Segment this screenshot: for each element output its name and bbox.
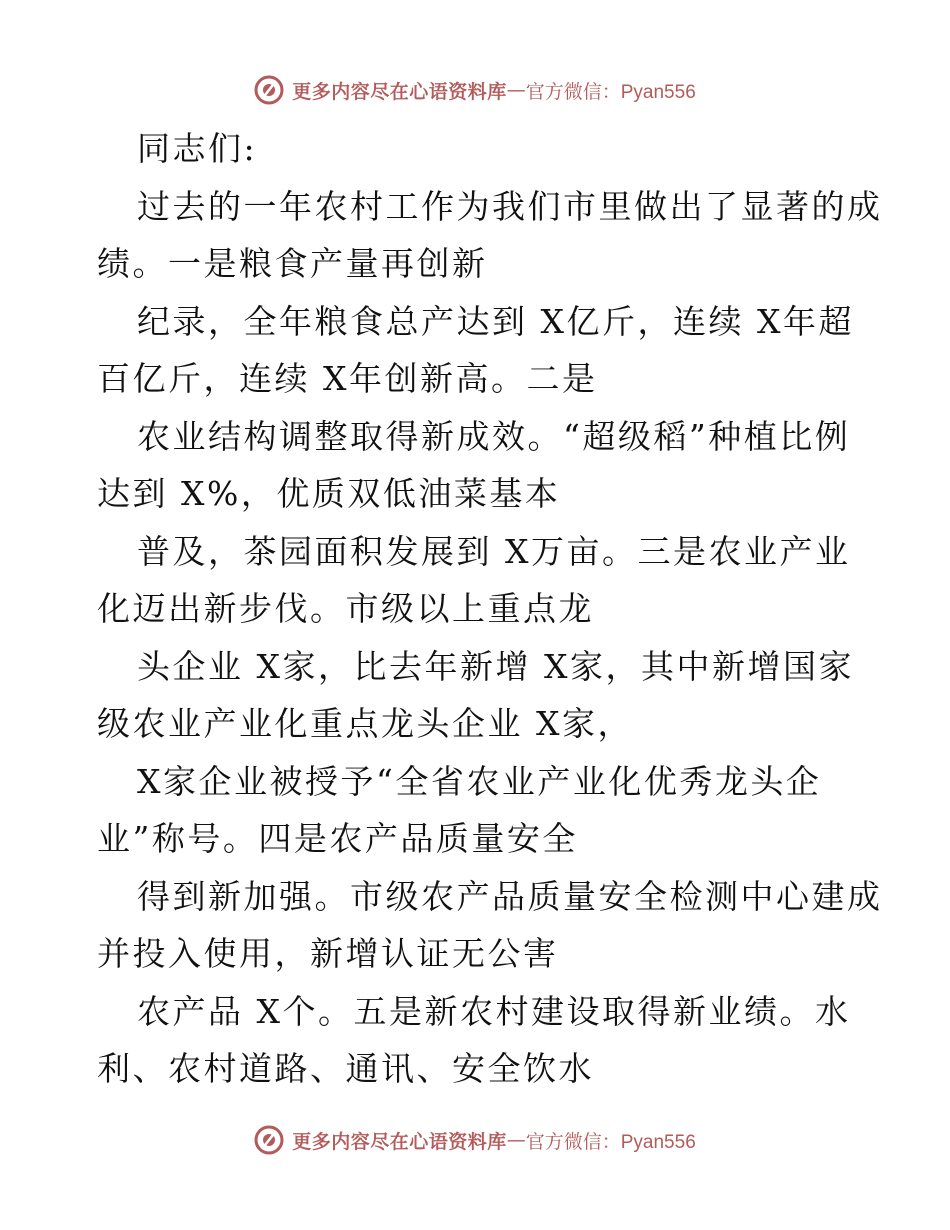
watermark-text: 更多内容尽在心语资料库 (292, 80, 507, 103)
document-body (97, 120, 883, 1098)
text-line: 并投入使用，新增认证无公害 (97, 934, 559, 973)
text-line: 百亿斤，连续 X年创新高。二是 (97, 359, 598, 398)
footer-watermark (0, 1120, 950, 1160)
text-line: X家企业被授予“全省农业产业化优秀龙头企 (137, 761, 822, 801)
text-line: 农业结构调整取得新成效。“超级稻”种植比例 (137, 416, 851, 456)
watermark-text: 更多内容尽在心语资料库 (292, 1130, 507, 1153)
text-line: 业”称号。四是农产品质量安全 (97, 819, 578, 858)
text-line: 化迈出新步伐。市级以上重点龙 (97, 589, 594, 628)
text-line: 普及，茶园面积发展到 X万亩。三是农业产业 (137, 531, 851, 571)
text-line: 绩。一是粮食产量再创新 (97, 244, 488, 283)
watermark-contact: 官方微信：Pyan556 (525, 1131, 696, 1153)
text-line: 头企业 X家，比去年新增 X家，其中新增国家 (137, 646, 854, 686)
watermark-separator: — (506, 1129, 526, 1151)
watermark-contact: 官方微信：Pyan556 (525, 81, 696, 103)
text-line: 纪录，全年粮食总产达到 X亿斤，连续 X年超 (137, 301, 854, 341)
text-line: 利、农村道路、通讯、安全饮水 (97, 1049, 594, 1088)
text-line: 过去的一年农村工作为我们市里做出了显著的成 (137, 186, 883, 226)
text-line: 得到新加强。市级农产品质量安全检测中心建成 (137, 876, 883, 916)
text-line: 同志们: (137, 129, 258, 168)
text-line: 级农业产业化重点龙头企业 X家， (97, 704, 633, 743)
logo-icon (254, 1125, 284, 1155)
watermark-separator: — (506, 79, 526, 101)
header-watermark (0, 70, 950, 110)
text-line: 农产品 X个。五是新农村建设取得新业绩。水 (137, 991, 851, 1031)
logo-icon (254, 75, 284, 105)
text-line: 达到 X%，优质双低油菜基本 (97, 474, 561, 513)
